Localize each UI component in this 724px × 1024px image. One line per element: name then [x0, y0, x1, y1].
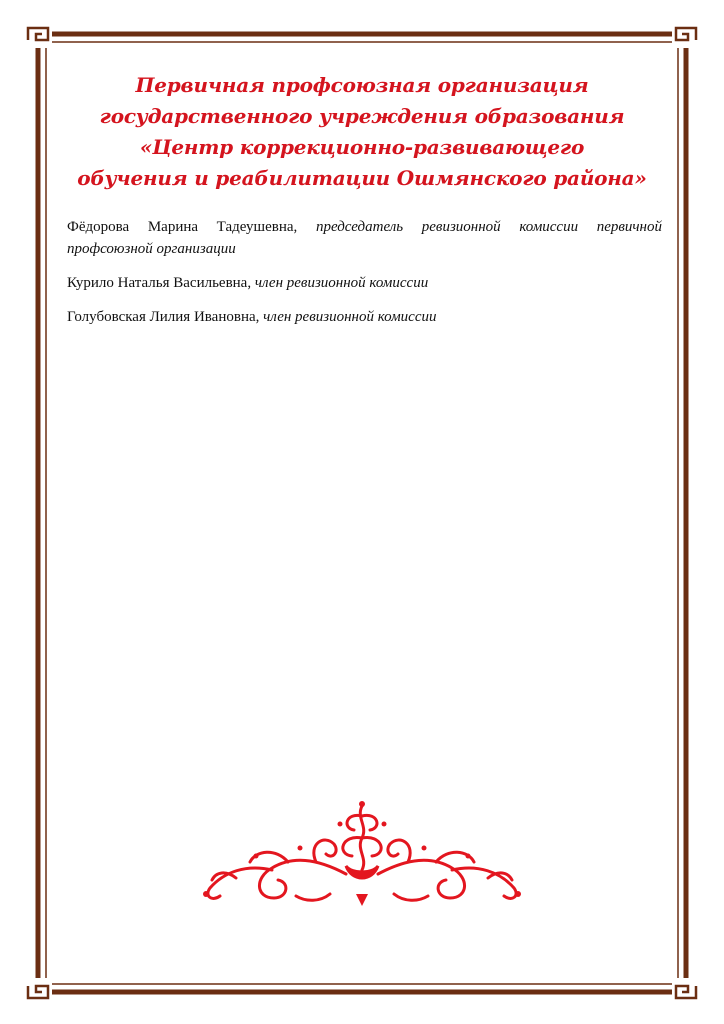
red-floral-ornament	[196, 798, 528, 910]
member-entry	[67, 306, 662, 328]
organization-title	[60, 70, 664, 194]
member-role: член ревизионной комиссии	[254, 275, 429, 291]
title-line-3: «Центр коррекционно-развивающего	[139, 135, 585, 159]
member-role: член ревизионной комиссии	[263, 309, 437, 325]
member-name: Голубовская Лилия Ивановна,	[67, 309, 260, 325]
title-line-4: обучения и реабилитации Ошмянского района»	[77, 166, 647, 190]
member-name: Курило Наталья Васильевна,	[67, 275, 252, 291]
title-line-2: государственного учреждения образования	[99, 104, 625, 128]
member-role: председатель ревизионной комиссии первичной профсоюзной организации	[67, 219, 663, 257]
member-name: Фёдорова Марина Тадеушевна,	[67, 219, 298, 235]
title-line-1: Первичная профсоюзная организация	[135, 73, 589, 97]
member-entry	[67, 216, 662, 260]
commission-members-list	[67, 216, 662, 340]
member-entry	[67, 272, 662, 294]
